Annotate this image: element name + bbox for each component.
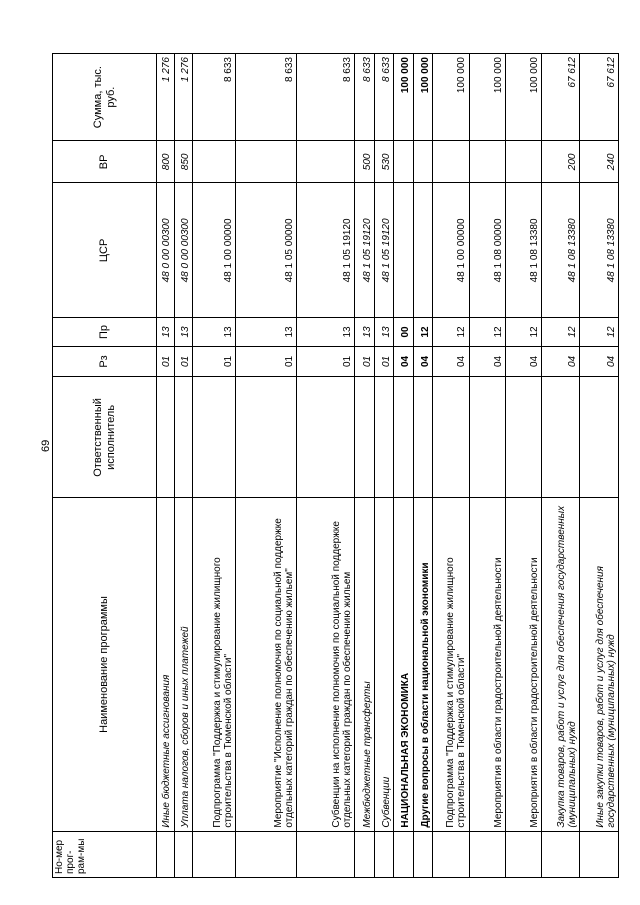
sum-cell: 1 276: [157, 54, 175, 141]
csr-cell: 48 1 05 00000: [236, 183, 297, 318]
program-number-cell: [580, 831, 619, 877]
vr-cell: 500: [355, 141, 375, 183]
executor-cell: [433, 377, 469, 498]
program-name-cell: Мероприятие "Исполнение полномочия по социальной поддержке отдельных категорий граждан по обеспечению жильем": [236, 498, 297, 831]
rz-cell: 04: [413, 346, 433, 377]
pr-cell: 12: [580, 318, 619, 346]
csr-cell: 48 1 05 19120: [355, 183, 375, 318]
sum-cell: 100 000: [505, 54, 541, 141]
program-name-cell: Закупка товаров, работ и услуг для обеспечения государственных (муниципальных) нужд: [541, 498, 580, 831]
pr-cell: 12: [505, 318, 541, 346]
pr-cell: 13: [236, 318, 297, 346]
table-row: [193, 54, 236, 878]
program-name-cell: Иные закупки товаров, работ и услуг для обеспечения государственных (муниципальных) нужд: [580, 498, 619, 831]
pr-cell: 13: [193, 318, 236, 346]
vr-cell: [413, 141, 433, 183]
pr-cell: 13: [375, 318, 394, 346]
executor-cell: [413, 377, 433, 498]
executor-cell: [541, 377, 580, 498]
csr-cell: 48 1 08 13380: [505, 183, 541, 318]
vr-cell: [193, 141, 236, 183]
executor-cell: [296, 377, 354, 498]
csr-cell: 48 1 08 00000: [469, 183, 505, 318]
table-row: [580, 54, 619, 878]
rz-cell: 01: [355, 346, 375, 377]
program-name-cell: Подпрограмма "Поддержка и стимулирование жилищного строительства в Тюменской области": [193, 498, 236, 831]
table-row: [157, 54, 175, 878]
rz-cell: 01: [236, 346, 297, 377]
program-name-cell: Субвенции на исполнение полномочия по социальной поддержке отдельных категорий граждан по обеспечению жильем: [296, 498, 354, 831]
table-header-row: [53, 54, 157, 878]
pr-cell: 12: [413, 318, 433, 346]
executor-cell: [375, 377, 394, 498]
header-csr: ЦСР: [53, 183, 157, 318]
executor-cell: [505, 377, 541, 498]
header-program-number: Но-мер прог-рам-мы: [53, 831, 157, 877]
program-number-cell: [393, 831, 413, 877]
program-name-cell: Подпрограмма "Поддержка и стимулирование жилищного строительства в Тюменской области": [433, 498, 469, 831]
pr-cell: 13: [355, 318, 375, 346]
table-row: [541, 54, 580, 878]
budget-table-container: [52, 53, 619, 878]
program-number-cell: [469, 831, 505, 877]
table-row: [355, 54, 375, 878]
vr-cell: [393, 141, 413, 183]
vr-cell: 240: [580, 141, 619, 183]
table-row: [236, 54, 297, 878]
pr-cell: 00: [393, 318, 413, 346]
header-executor: Ответственный исполнитель: [53, 377, 157, 498]
pr-cell: 12: [433, 318, 469, 346]
program-number-cell: [174, 831, 193, 877]
program-number-cell: [157, 831, 175, 877]
table-row: [174, 54, 193, 878]
sum-cell: 1 276: [174, 54, 193, 141]
pr-cell: 12: [469, 318, 505, 346]
csr-cell: 48 1 00 00000: [433, 183, 469, 318]
executor-cell: [157, 377, 175, 498]
program-number-cell: [413, 831, 433, 877]
pr-cell: 13: [296, 318, 354, 346]
csr-cell: 48 1 08 13380: [580, 183, 619, 318]
rz-cell: 01: [193, 346, 236, 377]
budget-table: [52, 53, 619, 878]
rz-cell: 01: [375, 346, 394, 377]
rz-cell: 01: [174, 346, 193, 377]
table-row: [296, 54, 354, 878]
sum-cell: 8 633: [193, 54, 236, 141]
vr-cell: [505, 141, 541, 183]
sum-cell: 8 633: [355, 54, 375, 141]
rz-cell: 04: [469, 346, 505, 377]
sum-cell: 8 633: [296, 54, 354, 141]
rz-cell: 01: [296, 346, 354, 377]
rz-cell: 04: [580, 346, 619, 377]
vr-cell: [236, 141, 297, 183]
program-name-cell: Межбюджетные трансферты: [355, 498, 375, 831]
executor-cell: [193, 377, 236, 498]
sum-cell: 100 000: [413, 54, 433, 141]
program-name-cell: Иные бюджетные ассигнования: [157, 498, 175, 831]
header-vr: ВР: [53, 141, 157, 183]
pr-cell: 13: [174, 318, 193, 346]
program-number-cell: [505, 831, 541, 877]
table-row: [375, 54, 394, 878]
executor-cell: [174, 377, 193, 498]
executor-cell: [355, 377, 375, 498]
rz-cell: 04: [505, 346, 541, 377]
sum-cell: 67 612: [541, 54, 580, 141]
program-name-cell: Мероприятия в области градостроительной деятельности: [469, 498, 505, 831]
rz-cell: 04: [541, 346, 580, 377]
header-pr: Пр: [53, 318, 157, 346]
csr-cell: [413, 183, 433, 318]
sum-cell: 8 633: [236, 54, 297, 141]
vr-cell: [296, 141, 354, 183]
table-row: [505, 54, 541, 878]
program-name-cell: Мероприятия в области градостроительной деятельности: [505, 498, 541, 831]
executor-cell: [393, 377, 413, 498]
executor-cell: [580, 377, 619, 498]
sum-cell: 67 612: [580, 54, 619, 141]
vr-cell: [469, 141, 505, 183]
vr-cell: 850: [174, 141, 193, 183]
program-number-cell: [375, 831, 394, 877]
program-name-cell: Субвенции: [375, 498, 394, 831]
program-number-cell: [541, 831, 580, 877]
program-number-cell: [193, 831, 236, 877]
program-number-cell: [433, 831, 469, 877]
program-name-cell: Уплата налогов, сборов и иных платежей: [174, 498, 193, 831]
vr-cell: 530: [375, 141, 394, 183]
executor-cell: [236, 377, 297, 498]
rz-cell: 01: [157, 346, 175, 377]
sum-cell: 100 000: [433, 54, 469, 141]
csr-cell: [393, 183, 413, 318]
rz-cell: 04: [393, 346, 413, 377]
program-number-cell: [355, 831, 375, 877]
csr-cell: 48 1 05 19120: [296, 183, 354, 318]
table-row: [393, 54, 413, 878]
table-row: [413, 54, 433, 878]
csr-cell: 48 0 00 00300: [174, 183, 193, 318]
sum-cell: 100 000: [469, 54, 505, 141]
sum-cell: 100 000: [393, 54, 413, 141]
rz-cell: 04: [433, 346, 469, 377]
program-name-cell: Другие вопросы в области национальной экономики: [413, 498, 433, 831]
vr-cell: 800: [157, 141, 175, 183]
sum-cell: 8 633: [375, 54, 394, 141]
pr-cell: 12: [541, 318, 580, 346]
page-number: 69: [40, 439, 52, 452]
csr-cell: 48 1 00 00000: [193, 183, 236, 318]
csr-cell: 48 1 05 19120: [375, 183, 394, 318]
executor-cell: [469, 377, 505, 498]
vr-cell: [433, 141, 469, 183]
header-rz: Рз: [53, 346, 157, 377]
vr-cell: 200: [541, 141, 580, 183]
csr-cell: 48 0 00 00300: [157, 183, 175, 318]
table-row: [469, 54, 505, 878]
csr-cell: 48 1 08 13380: [541, 183, 580, 318]
header-sum: Сумма, тыс. руб.: [53, 54, 157, 141]
program-number-cell: [236, 831, 297, 877]
program-number-cell: [296, 831, 354, 877]
table-body: [157, 54, 619, 878]
header-program-name: Наименование программы: [53, 498, 157, 831]
pr-cell: 13: [157, 318, 175, 346]
table-row: [433, 54, 469, 878]
program-name-cell: НАЦИОНАЛЬНАЯ ЭКОНОМИКА: [393, 498, 413, 831]
